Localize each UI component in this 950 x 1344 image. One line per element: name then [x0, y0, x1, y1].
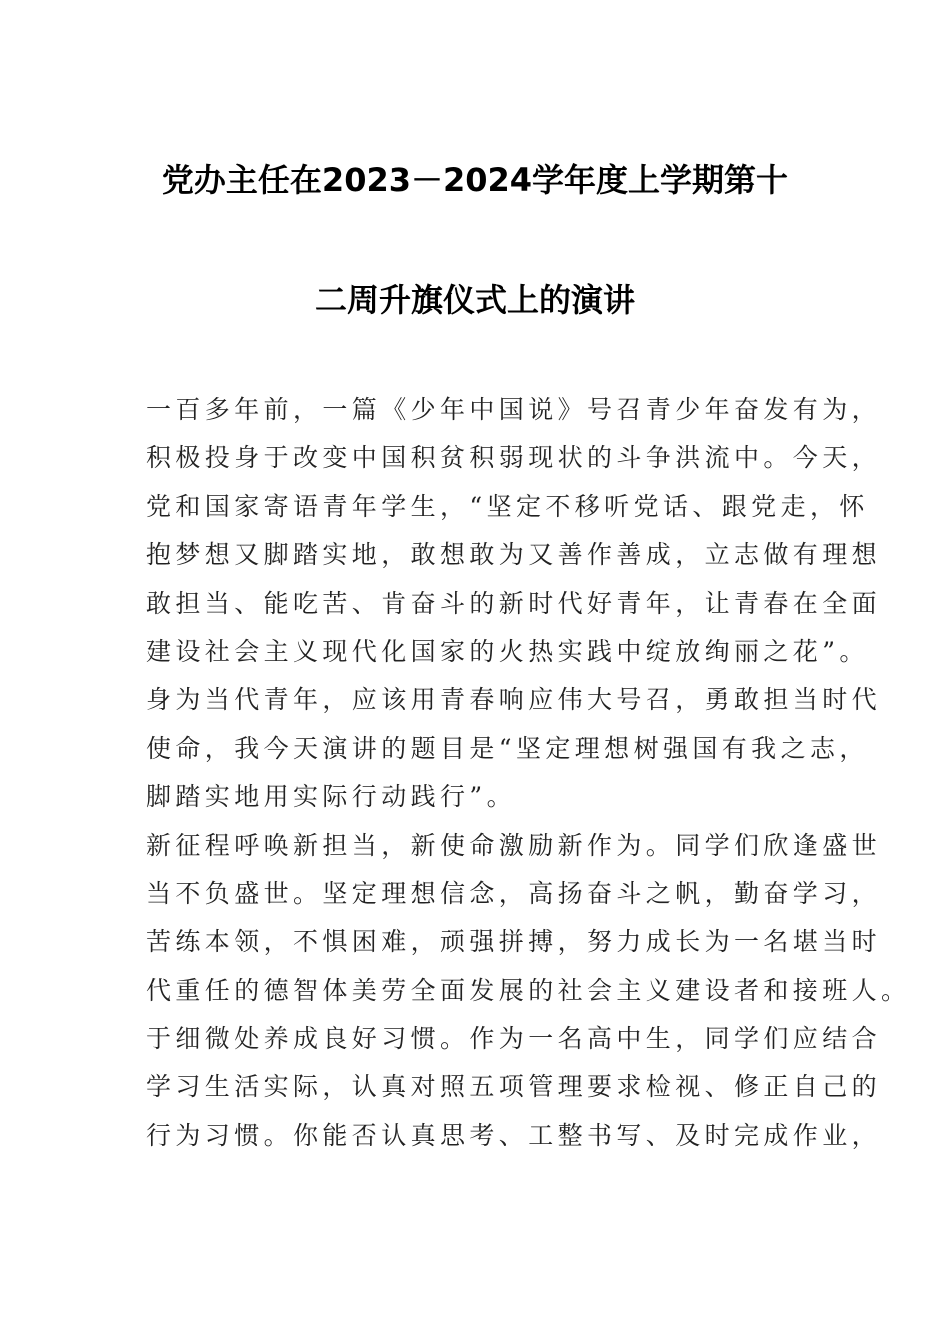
body-line: 建设社会主义现代化国家的火热实践中绽放绚丽之花”。: [146, 636, 869, 666]
document-body: [146, 386, 911, 1160]
body-line: 学习生活实际，认真对照五项管理要求检视、修正自己的: [146, 1072, 882, 1102]
body-line: 抱梦想又脚踏实地，敢想敢为又善作善成，立志做有理想: [146, 540, 882, 570]
body-line: 新征程呼唤新担当，新使命激励新作为。同学们欣逢盛世: [146, 830, 882, 860]
body-line: 党和国家寄语青年学生，“坚定不移听党话、跟党走，怀: [146, 491, 869, 521]
body-line: 敢担当、能吃苦、肯奋斗的新时代好青年，让青春在全面: [146, 588, 882, 618]
body-line: 于细微处养成良好习惯。作为一名高中生，同学们应结合: [146, 1024, 882, 1054]
body-line: 使命，我今天演讲的题目是“坚定理想树强国有我之志，: [146, 733, 869, 763]
body-line: 一百多年前，一篇《少年中国说》号召青少年奋发有为，: [146, 395, 882, 424]
body-line: 积极投身于改变中国积贫积弱现状的斗争洪流中。今天，: [146, 443, 882, 473]
body-line: 苦练本领，不惧困难，顽强拼搏，努力成长为一名堪当时: [146, 927, 882, 957]
document-title-line-2: 二周升旗仪式上的演讲: [314, 281, 635, 319]
body-line: 当不负盛世。坚定理想信念，高扬奋斗之帆，勤奋学习，: [146, 878, 882, 908]
body-line: 脚踏实地用实际行动践行”。: [146, 782, 516, 812]
body-line: 身为当代青年，应该用青春响应伟大号召，勇敢担当时代: [146, 685, 882, 715]
body-line: 行为习惯。你能否认真思考、工整书写、及时完成作业，: [146, 1120, 882, 1150]
document-title-line-1: 党办主任在2023－2024学年度上学期第十: [161, 161, 789, 199]
body-line: 代重任的德智体美劳全面发展的社会主义建设者和接班人。: [146, 975, 911, 1005]
